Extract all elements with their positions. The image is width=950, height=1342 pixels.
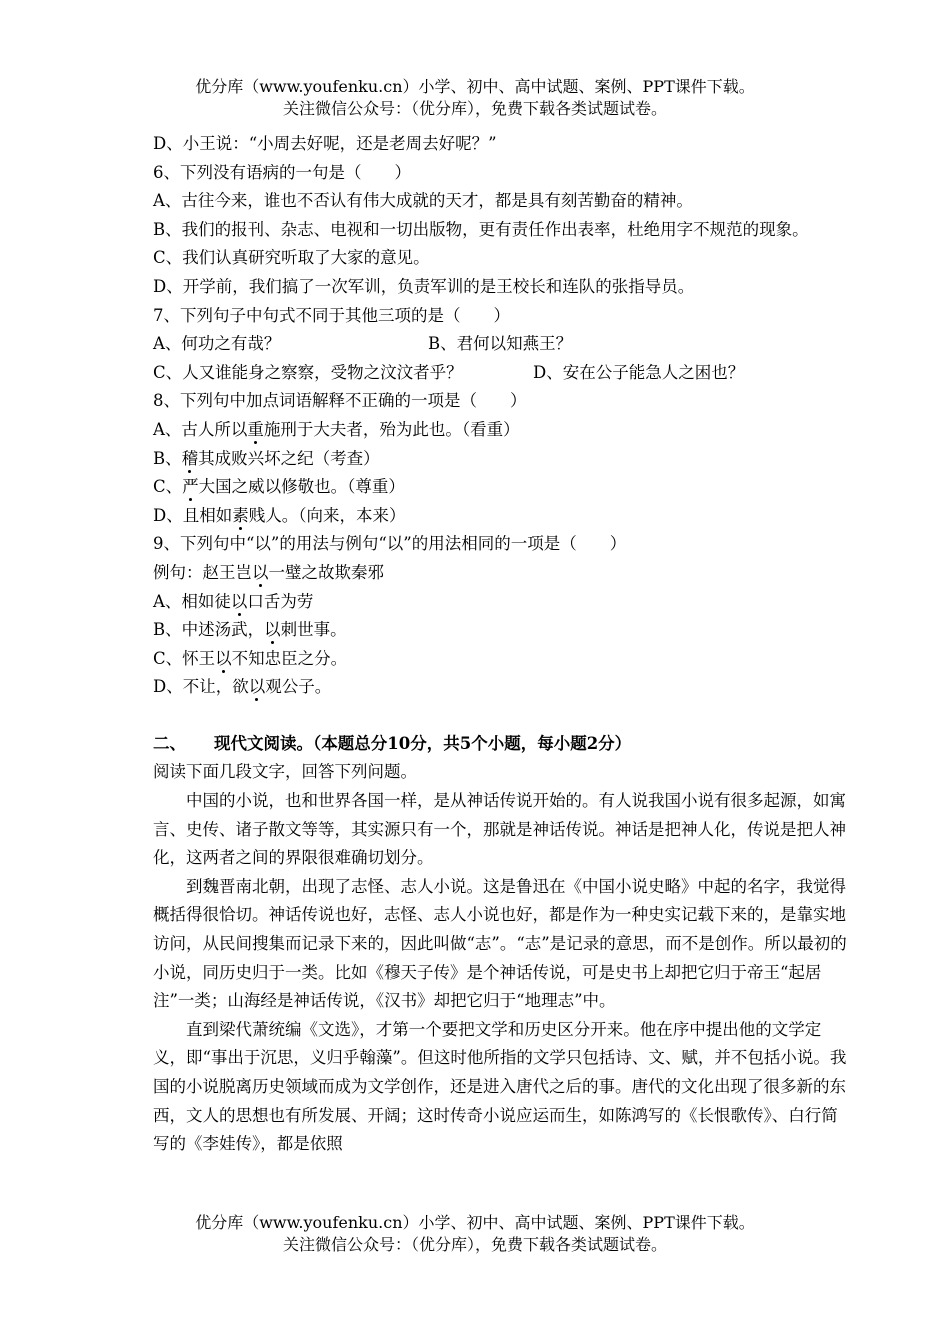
q9-option-c — [153, 645, 853, 674]
q8-stem: 8、下列句中加点词语解释不正确的一项是（ ） — [153, 391, 527, 411]
q9-option-b-pre: B、中述汤武， — [153, 620, 265, 640]
page-footer — [0, 1212, 950, 1256]
q9-option-a — [153, 588, 853, 617]
section-2-title: 现代文阅读。（本题总分10分，共5个小题，每小题2分） — [214, 733, 632, 753]
q9-option-b-dotted-word: 以 — [264, 620, 281, 640]
passage-paragraph-1: 中国的小说，也和世界各国一样，是从神话传说开始的。有人说我国小说有很多起源，如寓言、史传、诸子散文等等，其实源只有一个，那就是神话传说。神话是把神人化，传说是把人神化，这两者之间的界限很难确切划分。 — [153, 791, 846, 868]
q7-option-b: B、君何以知燕王？ — [428, 334, 573, 354]
q9-option-c-pre: C、怀王 — [153, 648, 216, 668]
q7-option-c: C、人又谁能身之察察，受物之汶汶者乎？ — [153, 362, 463, 382]
q9-example-post: 一璧之故欺秦邪 — [268, 562, 384, 582]
passage-paragraph-2: 到魏晋南北朝，出现了志怪、志人小说。这是鲁迅在《中国小说史略》中起的名字，我觉得概括得很恰切。神话传说也好，志怪、志人小说也好，都是作为一种史实记载下来的，是靠实地访问，从民间搜集而记录下来的，因此叫做“志”。“志”是记录的意思，而不是创作。所以最初的小说，同历史归于一类。比如《穆天子传》是个神话传说，可是史书上却把它归于帝王“起居注”一类；山海经是神话传说，《汉书》却把它归于“地理志”中。 — [153, 876, 847, 1011]
q9-example-dotted-word: 以 — [252, 562, 269, 582]
q9-stem: 9、下列句中“以”的用法与例句“以”的用法相同的一项是（ ） — [153, 534, 627, 554]
q8-option-c-pre: C、 — [153, 477, 183, 497]
q9-option-a-pre: A、相如徒 — [153, 591, 231, 611]
q6-option-d: D、开学前，我们搞了一次军训，负责军训的是王校长和连队的张指导员。 — [153, 276, 695, 296]
q9-option-b-post: 刺世事。 — [280, 620, 347, 640]
q7-option-d: D、安在公子能急人之困也？ — [533, 362, 745, 382]
q7-stem: 7、下列句子中句式不同于其他三项的是（ ） — [153, 305, 510, 325]
q6-option-b: B、我们的报刊、杂志、电视和一切出版物，更有责任作出表率，杜绝用字不规范的现象。 — [153, 219, 809, 239]
header-line-1: 优分库（www.youfenku.cn）小学、初中、高中试题、案例、PPT课件下载。 — [195, 77, 755, 96]
q9-option-d — [153, 673, 853, 702]
section-2-instruction: 阅读下面几段文字，回答下列问题。 — [153, 762, 417, 782]
q8-option-a-post: 施刑于大夫者，殆为此也。（看重） — [263, 419, 520, 439]
q6-option-c: C、我们认真研究听取了大家的意见。 — [153, 248, 430, 268]
q8-option-d-post: 贱人。（向来，本来） — [248, 505, 406, 525]
q9-option-d-post: 观公子。 — [265, 677, 332, 697]
q8-option-a-pre: A、古人所以 — [153, 419, 248, 439]
document-body — [153, 130, 853, 1159]
q8-option-d-pre: D、且相如 — [153, 505, 233, 525]
q9-option-c-dotted-word: 以 — [215, 648, 232, 668]
section-2-number: 二、 — [153, 733, 186, 753]
q9-option-d-dotted-word: 以 — [248, 677, 266, 697]
q8-option-b-post: 其成败兴坏之纪（考查） — [198, 448, 380, 468]
q9-example — [153, 559, 853, 588]
q8-option-c — [153, 473, 853, 502]
passage-paragraph-3: 直到梁代萧统编《文选》，才第一个要把文学和历史区分开来。他在序中提出他的文学定义，即“事出于沉思，义归乎翰藻”。但这时他所指的文学只包括诗、文、赋，并不包括小说。我国的小说脱离历史领域而成为文学创作，还是进入唐代之后的事。唐代的文化出现了很多新的东西，文人的思想也有所发展、开阔；这时传奇小说应运而生，如陈鸿写的《长恨歌传》、白行简写的《李娃传》，都是依照 — [153, 1019, 847, 1154]
q8-option-a-dotted-word: 重 — [247, 419, 264, 439]
q8-option-b-dotted-word: 稽 — [181, 448, 199, 468]
q8-option-c-dotted-word: 严 — [182, 477, 199, 497]
q9-example-pre: 例句：赵王岂 — [153, 562, 252, 582]
q9-option-d-pre: D、不让，欲 — [153, 677, 249, 697]
q8-option-a — [153, 416, 853, 445]
q8-option-b — [153, 445, 853, 474]
q9-option-c-post: 不知忠臣之分。 — [231, 648, 348, 668]
q7-options-row-1 — [153, 330, 853, 359]
q9-option-a-dotted-word: 以 — [230, 591, 248, 611]
footer-line-1: 优分库（www.youfenku.cn）小学、初中、高中试题、案例、PPT课件下载。 — [195, 1213, 755, 1232]
q8-option-c-post: 大国之威以修敬也。（尊重） — [198, 477, 405, 497]
q9-option-a-post: 口舌为劳 — [247, 591, 314, 611]
q6-stem: 6、下列没有语病的一句是（ ） — [153, 162, 411, 182]
q8-option-d-dotted-word: 素 — [232, 505, 249, 525]
q8-option-d — [153, 502, 853, 531]
footer-line-2: 关注微信公众号：（优分库），免费下载各类试题试卷。 — [282, 1235, 667, 1254]
section-spacer — [153, 702, 853, 730]
section-2-heading — [153, 730, 853, 759]
header-line-2: 关注微信公众号：（优分库），免费下载各类试题试卷。 — [282, 99, 667, 118]
q9-option-b — [153, 616, 853, 645]
q6-option-a: A、古往今来，谁也不否认有伟大成就的天才，都是具有刻苦勤奋的精神。 — [153, 191, 693, 211]
q5-option-d: D、小王说：“小周去好呢，还是老周去好呢？” — [153, 134, 497, 153]
page-header — [0, 76, 950, 120]
q8-option-b-pre: B、 — [153, 448, 182, 468]
q7-option-a: A、何功之有哉？ — [153, 334, 281, 354]
q7-options-row-2 — [153, 359, 853, 388]
